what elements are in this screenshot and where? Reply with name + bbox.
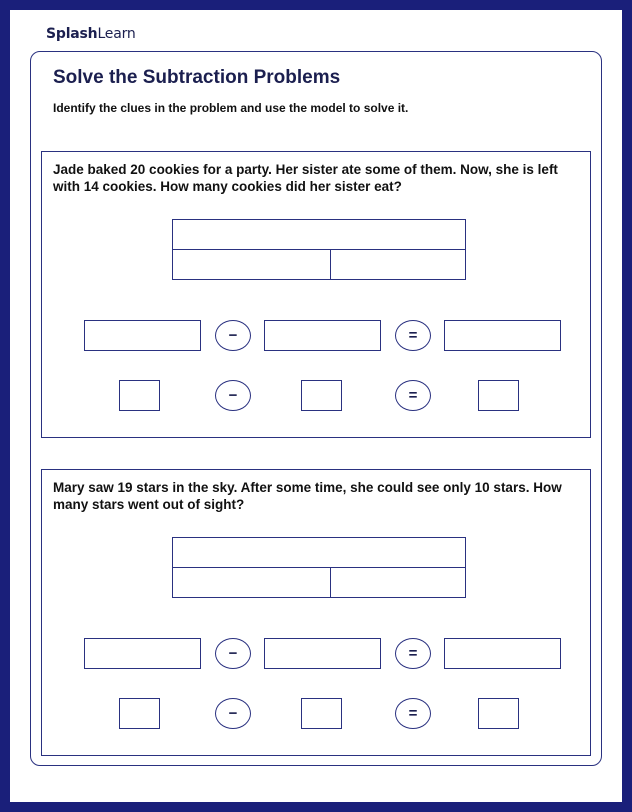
answer-box-word-2[interactable] <box>264 638 381 669</box>
minus-sign: − <box>215 320 251 351</box>
bar-model-part-2[interactable] <box>330 249 466 280</box>
splashlearn-logo <box>46 26 136 42</box>
problem-2-question: Mary saw 19 stars in the sky. After some time, she could see only 10 stars. How many stars went out of sight? <box>53 480 562 512</box>
worksheet-card <box>30 51 602 766</box>
bar-model-part-1[interactable] <box>172 249 331 280</box>
logo-bold: Splash <box>46 26 98 42</box>
equals-sign: = <box>395 698 431 729</box>
answer-box-number-1[interactable] <box>119 698 160 729</box>
worksheet-title: Solve the Subtraction Problems <box>53 67 341 88</box>
answer-box-word-1[interactable] <box>84 320 201 351</box>
answer-box-number-1[interactable] <box>119 380 160 411</box>
minus-sign: − <box>215 638 251 669</box>
answer-box-word-2[interactable] <box>264 320 381 351</box>
bar-model-part-2[interactable] <box>330 567 466 598</box>
minus-sign: − <box>215 698 251 729</box>
problem-1 <box>41 151 591 438</box>
worksheet-page <box>10 10 622 802</box>
minus-sign: − <box>215 380 251 411</box>
answer-box-word-3[interactable] <box>444 320 561 351</box>
answer-box-number-3[interactable] <box>478 380 519 411</box>
answer-box-number-3[interactable] <box>478 698 519 729</box>
answer-box-number-2[interactable] <box>301 380 342 411</box>
equals-sign: = <box>395 380 431 411</box>
problem-2 <box>41 469 591 756</box>
answer-box-number-2[interactable] <box>301 698 342 729</box>
equals-sign: = <box>395 638 431 669</box>
worksheet-instruction: Identify the clues in the problem and use the model to solve it. <box>53 101 409 115</box>
bar-model-whole[interactable] <box>172 219 466 250</box>
problem-1-question: Jade baked 20 cookies for a party. Her sister ate some of them. Now, she is left with 14 cookies. How many cookies did her sister eat? <box>53 162 558 194</box>
logo-regular: Learn <box>97 26 136 42</box>
equals-sign: = <box>395 320 431 351</box>
bar-model-part-1[interactable] <box>172 567 331 598</box>
bar-model-whole[interactable] <box>172 537 466 568</box>
answer-box-word-3[interactable] <box>444 638 561 669</box>
answer-box-word-1[interactable] <box>84 638 201 669</box>
